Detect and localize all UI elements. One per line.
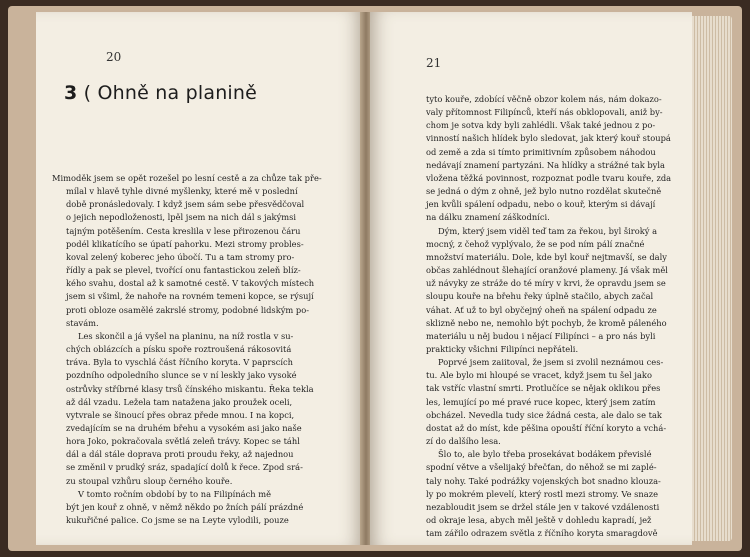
text-line: se změnil v prudký sráz, spadající dolů k řece. Zpod srá-	[66, 462, 303, 473]
text-line: tyto kouře, zdobící věčně obzor kolem nás, nám dokazo-	[426, 94, 662, 104]
page-number-left: 20	[106, 50, 122, 64]
text-line: sklizně nebo ne, nemohlo být pochyb, že kromě páleného	[426, 317, 667, 328]
text-line: až dál vzadu. Ležela tam natažena jako proužek oceli,	[66, 396, 293, 407]
text-line: nezabloudit jsem se držel stále jen v takové vzdálenosti	[426, 501, 660, 512]
text-line: pozdního odpoledního slunce se v ní leskly jako vysoké	[66, 370, 297, 381]
text-line: mílal v hlavě tyhle divné myšlenky, které mě v poslední	[66, 186, 298, 197]
chapter-title-text: Ohně na planině	[97, 82, 258, 104]
text-line: občas zahlédnout šlehající oranžové plameny. Já však měl	[426, 265, 668, 276]
book-spread	[8, 6, 742, 551]
text-line: kukuřičné palice. Co jsme se na Leyte vylodili, pouze	[66, 515, 289, 526]
text-line: být jen kouř z ohně, v němž někdo po žních pálí prázdné	[66, 501, 304, 512]
right-page	[370, 12, 692, 545]
text-line: se jedná o dým z ohně, jež bylo nutno rozdělat skutečně	[426, 186, 662, 197]
text-line: tu. Ale bylo mi hloupé se vracet, když jsem tu šel jako	[426, 370, 652, 381]
text-line: prakticky všichni Filipínci nepřáteli.	[426, 343, 579, 354]
text-line: dál a dál stále doprava proti proudu řeky, až najednou	[66, 449, 294, 460]
text-line: zí do dalšího lesa.	[426, 436, 501, 447]
page-number-right: 21	[426, 56, 442, 70]
text-line: tajným potěšením. Cesta kreslila v lese přirozenou čáru	[66, 225, 301, 236]
right-page-text	[426, 93, 686, 540]
text-line: Poprvé jsem zaiitoval, že jsem si zvolil neznámou ces-	[438, 357, 664, 368]
text-line: ly po mokrém plevelí, který rostl mezi stromy. Ve snaze	[426, 488, 658, 499]
text-line: Dým, který jsem viděl teď tam za řekou, byl široký a	[438, 225, 658, 236]
text-line: zvedajícím se na druhém břehu a vysokém asi jako naše	[66, 422, 302, 433]
text-line: tam zářilo odrazem světla z říčního koryta smaragdově	[426, 528, 658, 539]
text-line: jsem si všiml, že nahoře na rovném temeni kopce, se rýsují	[66, 291, 314, 302]
text-line: vložena těžká povinnost, rozpoznat podle tvaru kouře, zda	[426, 172, 672, 183]
left-page-text	[52, 172, 352, 527]
page-edges	[692, 16, 732, 541]
text-line: množství materiálu. Dole, kde byl kouř nejtmavší, se daly	[426, 251, 667, 262]
text-line: vytvrale se šinoucí přes obraz přede mnou. I na kopci,	[66, 409, 295, 420]
text-line: na dálku znamení záškodníci.	[426, 212, 550, 223]
text-line: sloupu kouře na břehu řeky úplně stačilo, abych začal	[426, 291, 654, 302]
text-line: proti obloze osamělé zakrslé stromy, podobné lidským po-	[66, 304, 310, 315]
text-line: valy přítomnost Filipínců, kteří nás obklopovali, aniž by-	[426, 107, 663, 118]
text-line: les, lemující po mé pravé ruce kopec, který jsem zatím	[426, 396, 656, 407]
left-page	[36, 12, 362, 545]
text-line: o jejich nepodloženosti, lpěl jsem na nich dál s jakýmsi	[66, 212, 297, 223]
text-line: vinností našich hlídek bylo sledovat, jak který kouř stoupá	[426, 133, 671, 144]
text-line: Mimoděk jsem se opět rozešel po lesní cestě a za chůze tak pře-	[52, 173, 322, 183]
text-line: jen kvůli spálení odpadu, nebo o kouř, kterým si dávají	[426, 199, 656, 210]
text-line: stavám.	[66, 317, 99, 328]
text-line: nedávají znamení partyzáni. Na hlídky a strážné tak byla	[426, 159, 665, 170]
text-line: od okraje lesa, abych měl ještě v dohledu kapradí, jež	[426, 515, 652, 525]
chapter-title: 3 ( Ohně na planině	[64, 82, 258, 104]
text-line: Les skončil a já vyšel na planinu, na níž rostla v su-	[78, 330, 294, 341]
text-line: chom je sotva kdy byli zahlédli. Však také jednou z po-	[426, 120, 656, 131]
text-line: tak vstříc vlastní smrti. Protlučíce se nějak oklikou přes	[426, 383, 661, 394]
text-line: obcházel. Nevedla tudy sice žádná cesta, ale dalo se tak	[426, 409, 662, 420]
text-line: už návyky ze stráže do té míry v krvi, že opravdu jsem se	[426, 278, 666, 289]
text-line: spodní větve a všelijaký břečťan, do něhož se mi zaplé-	[426, 462, 657, 473]
text-line: váhat. Ať už to byl obyčejný oheň na spálení odpadu ze	[426, 304, 657, 315]
text-line: taly nohy. Také podrážky vojenských bot snadno klouza-	[426, 475, 661, 486]
text-line: koval zelený koberec jeho úbočí. Tu a tam stromy pro-	[66, 251, 295, 262]
text-line: V tomto ročním období by to na Filipínách mě	[78, 488, 272, 499]
text-line: dostat až do míst, kde pěšina opouští říční koryto a vchá-	[426, 422, 667, 433]
text-line: od země a zda si tímto primitivním způsobem náhodou	[426, 146, 656, 157]
text-line: ostrůvky stříbrné klasy trsů čínského miskantu. Řeka tekla	[66, 383, 314, 394]
text-line: kého svahu, dostal až k samotné cestě. V takových místech	[66, 278, 315, 289]
text-line: materiálu u něj budou i nějací Filipínci – a pro nás byli	[426, 330, 656, 341]
text-line: Šlo to, ale bylo třeba prosekávat bodákem převislé	[438, 449, 652, 460]
text-line: hora Joko, pokračovala světlá zeleň trávy. Kopec se táhl	[66, 436, 300, 447]
text-line: době pronásledovaly. I když jsem sám sebe přesvědčoval	[66, 199, 305, 210]
chapter-number: 3	[64, 82, 78, 104]
text-line: mocný, z čehož vyplývalo, že se pod ním pálí značné	[426, 238, 645, 249]
text-line: zu stoupal vzhůru sloup černého kouře.	[66, 475, 233, 486]
text-line: řídly a pak se plevel, tvořící onu fantastickou zeleň blíz-	[66, 265, 301, 276]
text-line: tráva. Byla to vyschlá část říčního koryta. V paprscích	[66, 357, 294, 368]
text-line: chých oblázcích a písku spoře roztroušená rákosovitá	[66, 344, 292, 355]
text-line: podél klikatícího se úpatí pahorku. Mezi stromy probles-	[66, 238, 304, 249]
